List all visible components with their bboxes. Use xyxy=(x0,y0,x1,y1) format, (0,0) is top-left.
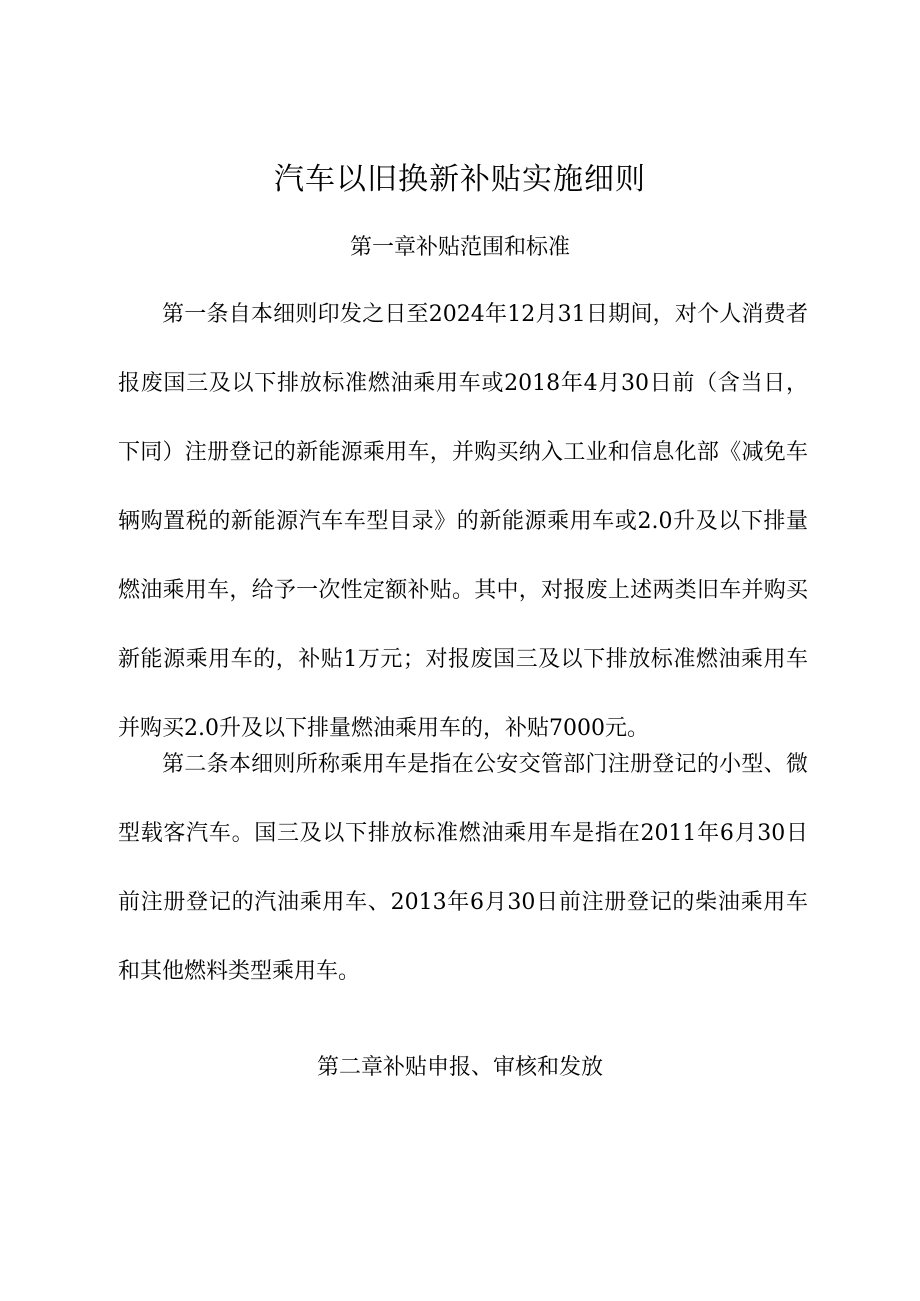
article-2-paragraph: 第二条本细则所称乘用车是指在公安交管部门注册登记的小型、微型载客汽车。国三及以下排放标准燃油乘用车是指在2011年6月30日前注册登记的汽油乘用车、2013年6月30日前注册登记的柴油乘用车和其他燃料类型乘用车。 xyxy=(118,752,808,984)
document-title: 汽车以旧换新补贴实施细则 xyxy=(274,162,646,197)
chapter-1-heading: 第一章补贴范围和标准 xyxy=(349,235,570,260)
article-1-paragraph: 第一条自本细则印发之日至2024年12月31日期间，对个人消费者报废国三及以下排放标准燃油乘用车或2018年4月30日前（含当日，下同）注册登记的新能源乘用车，并购买纳入工业和信息化部《减免车辆购置税的新能源汽车车型目录》的新能源乘用车或2.0升及以下排量燃油乘用车，给予一次性定额补贴。其中，对报废上述两类旧车并购买新能源乘用车的，补贴1万元；对报废国三及以下排放标准燃油乘用车并购买2.0升及以下排量燃油乘用车的，补贴7000元。 xyxy=(118,302,808,741)
chapter-2-heading: 第二章补贴申报、审核和发放 xyxy=(316,1055,603,1080)
